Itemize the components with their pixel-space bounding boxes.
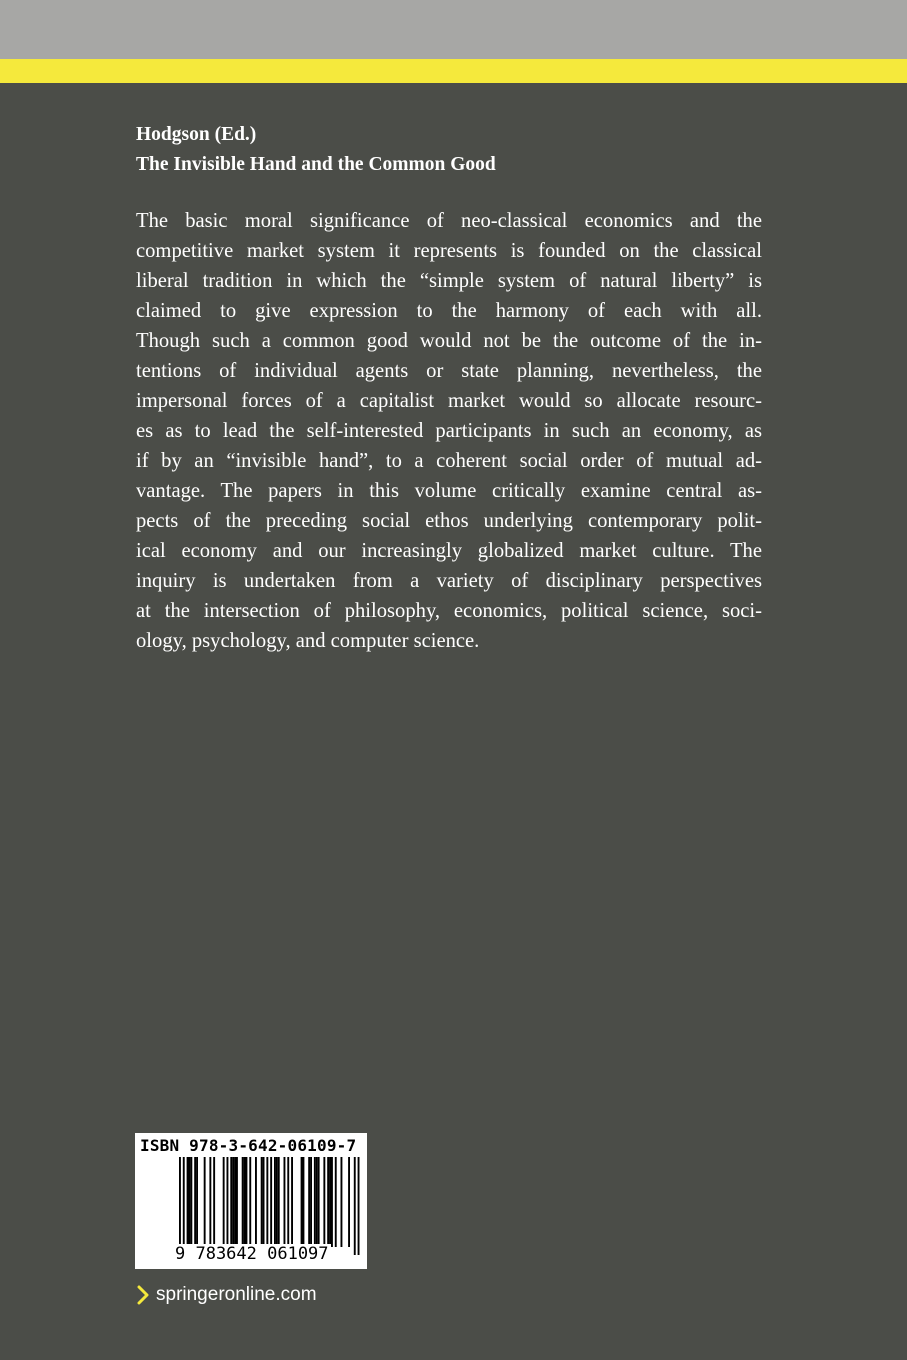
barcode-bar — [246, 1157, 248, 1247]
barcode-bar — [316, 1157, 318, 1247]
barcode-bar — [314, 1157, 316, 1247]
description-line: The basic moral significance of neo-classical economics and the — [136, 210, 762, 232]
barcode-bar — [242, 1157, 244, 1247]
top-gray-band — [0, 0, 907, 59]
barcode-bar — [284, 1157, 286, 1247]
barcode-bar — [278, 1157, 280, 1247]
barcode-bar — [287, 1157, 289, 1247]
description-line: es as to lead the self-interested participants in such an economy, as — [136, 420, 762, 442]
barcode-bar — [263, 1157, 265, 1247]
description-line: competitive market system it represents is founded on the classical — [136, 240, 762, 262]
barcode-bar — [183, 1157, 185, 1255]
barcode-bar — [196, 1157, 198, 1247]
description-line: vantage. The papers in this volume critically examine central as- — [136, 480, 762, 502]
barcode-bar — [318, 1157, 320, 1247]
description-line: tentions of individual agents or state planning, nevertheless, the — [136, 360, 762, 382]
book-title: The Invisible Hand and the Common Good — [136, 154, 496, 175]
isbn-barcode — [135, 1133, 367, 1269]
barcode-bar — [266, 1157, 268, 1255]
barcode-bar — [227, 1157, 229, 1247]
barcode-bar — [236, 1157, 238, 1247]
barcode-bar — [291, 1157, 293, 1247]
barcode-bar — [303, 1157, 305, 1247]
barcode-bar — [249, 1157, 251, 1247]
barcode-bar — [190, 1157, 192, 1247]
barcode-bar — [223, 1157, 225, 1247]
barcode-bar — [230, 1157, 232, 1247]
barcode-bar — [308, 1157, 310, 1247]
barcode-bar — [213, 1157, 215, 1247]
barcode-bar — [209, 1157, 211, 1247]
barcode-bar — [232, 1157, 234, 1247]
description-line: impersonal forces of a capitalist market would so allocate resourc- — [136, 390, 762, 412]
website-link[interactable]: springeronline.com — [156, 1284, 317, 1305]
book-description — [136, 206, 762, 656]
description-line: if by an “invisible hand”, to a coherent social order of mutual ad- — [136, 450, 762, 472]
barcode-bar — [358, 1157, 360, 1255]
barcode-bar — [354, 1157, 356, 1255]
barcode-bar — [187, 1157, 189, 1247]
barcode-bar — [274, 1157, 276, 1247]
description-line: claimed to give expression to the harmony of each with all. — [136, 300, 762, 322]
barcode-bar — [179, 1157, 181, 1255]
description-line: inquiry is undertaken from a variety of disciplinary perspectives — [136, 570, 762, 592]
barcode-bar — [194, 1157, 196, 1247]
chevron-right-icon — [137, 1285, 149, 1305]
barcode-bar — [331, 1157, 333, 1247]
barcode-bar — [310, 1157, 312, 1247]
description-line: at the intersection of philosophy, economics, political science, soci- — [136, 600, 762, 622]
book-header — [136, 120, 776, 180]
publisher-website[interactable] — [137, 1281, 317, 1309]
barcode-bar — [329, 1157, 331, 1247]
barcode-bar — [301, 1157, 303, 1247]
barcode-bar — [327, 1157, 329, 1247]
barcode-bar — [276, 1157, 278, 1247]
barcode-bar — [189, 1157, 191, 1247]
description-line: ology, psychology, and computer science. — [136, 630, 480, 652]
description-line: ical economy and our increasingly globalized market culture. The — [136, 540, 762, 562]
description-line: Though such a common good would not be the outcome of the in- — [136, 330, 762, 352]
barcode-bar — [270, 1157, 272, 1255]
barcode-bar — [348, 1157, 350, 1247]
barcode-bar — [255, 1157, 257, 1247]
barcode-digits: 9 783642 061097 — [175, 1244, 329, 1264]
description-line: liberal tradition in which the “simple system of natural liberty” is — [136, 270, 762, 292]
barcode-bar — [323, 1157, 325, 1247]
author-line: Hodgson (Ed.) — [136, 124, 257, 145]
isbn-label: ISBN 978-3-642-06109-7 — [140, 1136, 357, 1155]
description-line: pects of the preceding social ethos underlying contemporary polit- — [136, 510, 762, 532]
barcode-bar — [234, 1157, 236, 1247]
barcode-bar — [335, 1157, 337, 1247]
barcode-bar — [341, 1157, 343, 1247]
barcode-bar — [204, 1157, 206, 1247]
barcode-bar — [261, 1157, 263, 1247]
yellow-accent-stripe — [0, 59, 907, 83]
barcode-bar — [244, 1157, 246, 1247]
